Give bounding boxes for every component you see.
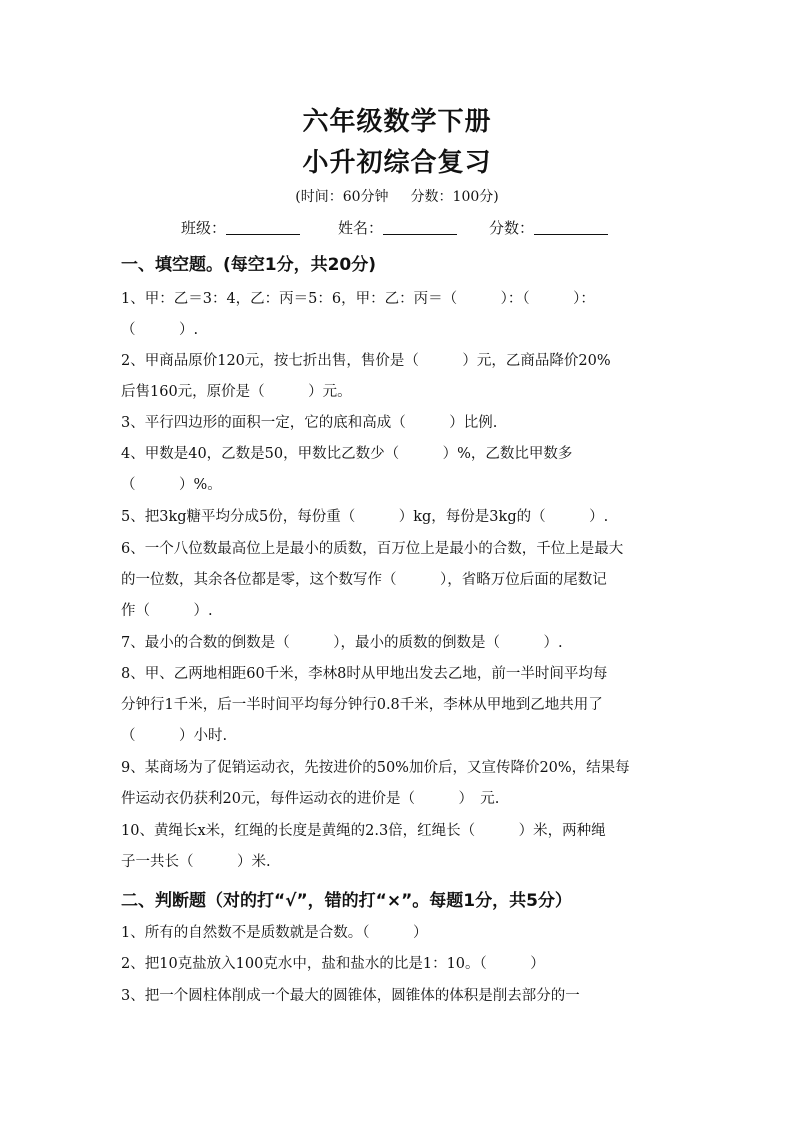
name-label: 姓名：: [338, 219, 384, 237]
question-line: 10、黄绳长x米，红绳的长度是黄绳的2.3倍，红绳长（ ）米，两种绳: [121, 823, 606, 839]
question-line: （ ）%。: [121, 477, 222, 493]
question-line: 3、平行四边形的面积一定，它的底和高成（ ）比例.: [121, 415, 498, 431]
score-info: 分数：100分): [410, 189, 499, 205]
section1-heading: 一、填空题。(每空1分，共20分): [121, 255, 377, 275]
question-line: （ ）.: [121, 322, 199, 338]
question-line: 2、把10克盐放入100克水中，盐和盐水的比是1：10。（ ）: [121, 956, 545, 972]
page-subtitle: 小升初综合复习: [302, 148, 492, 178]
question-line: 的一位数，其余各位都是零，这个数写作（ ），省略万位后面的尾数记: [121, 572, 607, 588]
question-line: 分钟行1千米，后一半时间平均每分钟行0.8千米，李林从甲地到乙地共用了: [121, 697, 603, 713]
page-title: 六年级数学下册: [302, 107, 492, 137]
question-line: 子一共长（ ）米.: [121, 854, 271, 870]
question-line: 作（ ）.: [121, 603, 213, 619]
question-line: 7、最小的合数的倒数是（ ），最小的质数的倒数是（ ）.: [121, 635, 563, 651]
student-info-row: [181, 217, 608, 238]
question-line: 后售160元，原价是（ ）元。: [121, 384, 352, 400]
exam-meta: [0, 186, 794, 206]
name-blank[interactable]: [383, 220, 457, 235]
score-blank[interactable]: [534, 220, 608, 235]
question-line: 4、甲数是40，乙数是50，甲数比乙数少（ ）%，乙数比甲数多: [121, 446, 573, 462]
time-info: (时间：60分钟: [295, 189, 389, 205]
question-line: 3、把一个圆柱体削成一个最大的圆锥体，圆锥体的体积是削去部分的一: [121, 988, 580, 1004]
question-line: 1、甲：乙＝3：4，乙：丙＝5：6，甲：乙：丙＝（ ）：（ ）：: [121, 291, 595, 307]
question-line: 1、所有的自然数不是质数就是合数。（ ）: [121, 925, 428, 941]
score-label: 分数：: [489, 219, 535, 237]
question-line: 件运动衣仍获利20元，每件运动衣的进价是（ ） 元.: [121, 791, 500, 807]
class-blank[interactable]: [226, 220, 300, 235]
class-label: 班级：: [181, 219, 227, 237]
question-line: 5、把3kg糖平均分成5份，每份重（ ）kg，每份是3kg的（ ）.: [121, 509, 609, 525]
question-line: 2、甲商品原价120元，按七折出售，售价是（ ）元，乙商品降价20%: [121, 353, 611, 369]
question-line: 6、一个八位数最高位上是最小的质数，百万位上是最小的合数，千位上是最大: [121, 541, 624, 557]
question-line: （ ）小时.: [121, 728, 228, 744]
section2-heading: 二、判断题（对的打“√”，错的打“×”。每题1分，共5分）: [121, 891, 572, 911]
question-line: 9、某商场为了促销运动衣，先按进价的50%加价后，又宣传降价20%，结果每: [121, 760, 630, 776]
question-line: 8、甲、乙两地相距60千米，李林8时从甲地出发去乙地，前一半时间平均每: [121, 666, 608, 682]
